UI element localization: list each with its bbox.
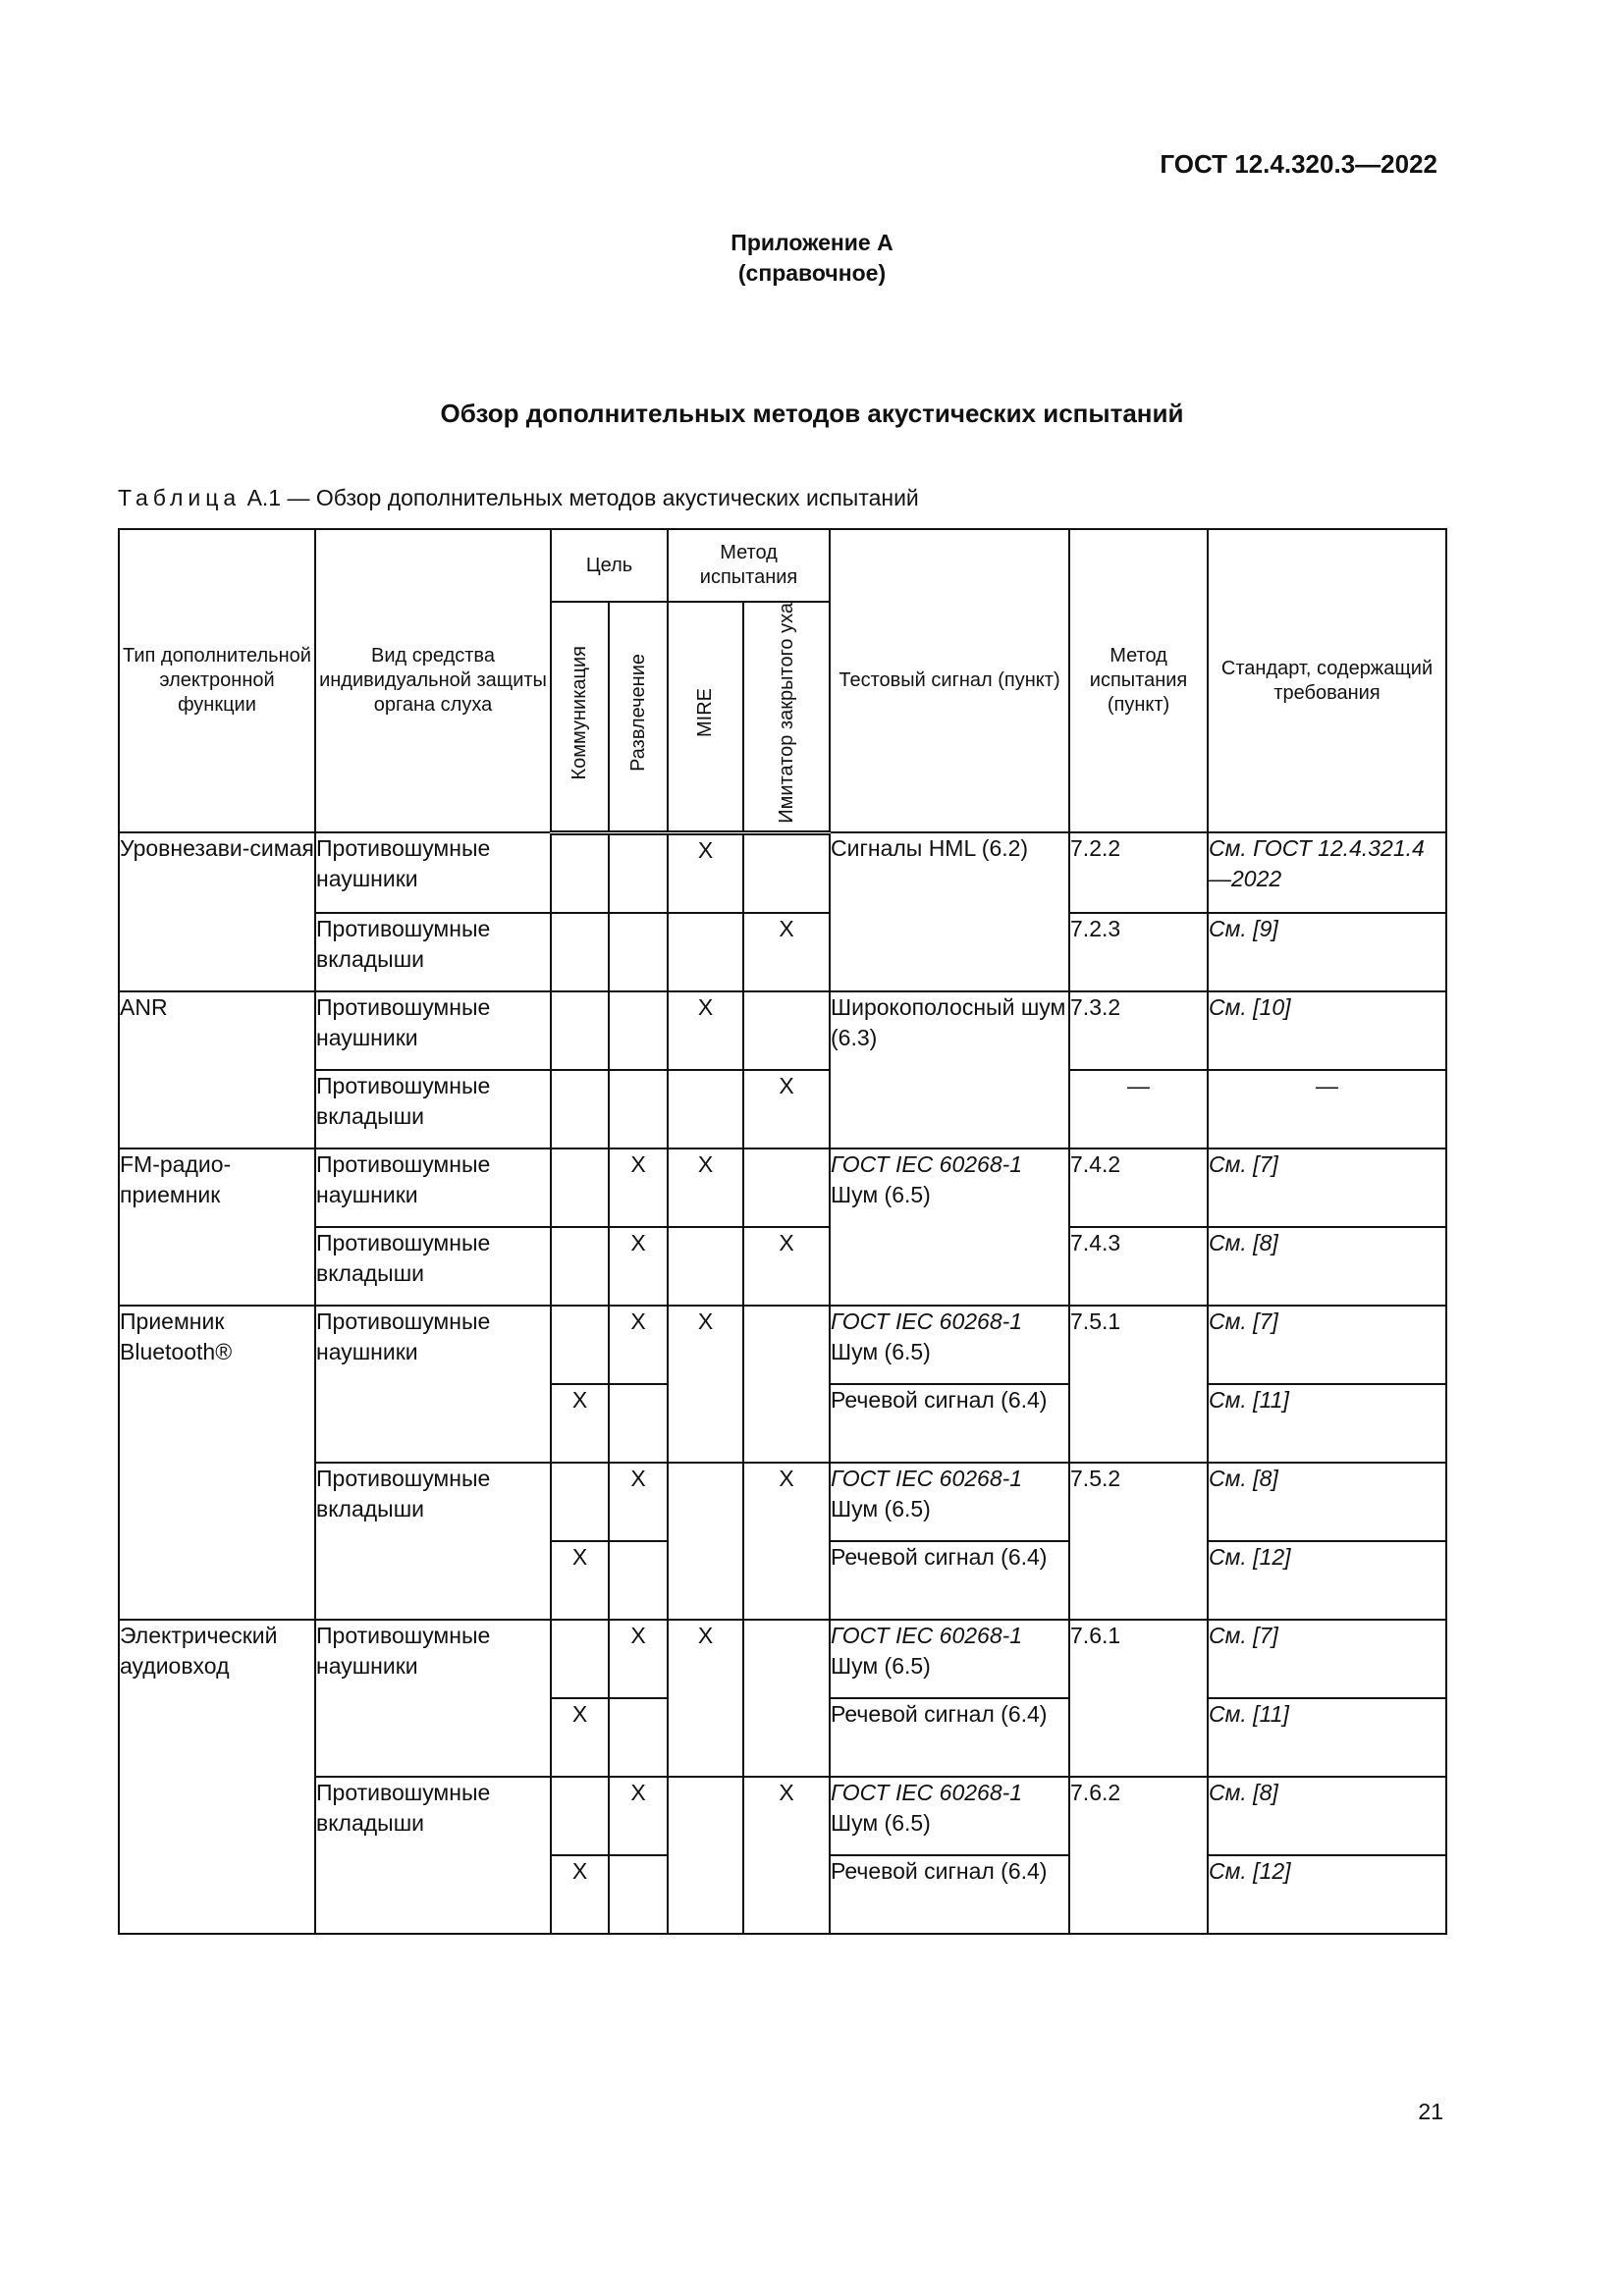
page-number: 21 bbox=[1418, 2099, 1443, 2124]
comm-cell: X bbox=[551, 1855, 609, 1934]
methods-table bbox=[118, 528, 1447, 1935]
col-header-type: Тип дополнительной электронной функции bbox=[119, 529, 315, 832]
comm-cell: X bbox=[551, 1384, 609, 1463]
signal-cell: Речевой сигнал (6.4) bbox=[830, 1384, 1069, 1463]
table-row bbox=[119, 1070, 1446, 1148]
table-row bbox=[119, 1463, 1446, 1541]
col-header-signal: Тестовый сигнал (пункт) bbox=[830, 529, 1069, 832]
col-header-device: Вид средства индивидуальной защиты органа слуха bbox=[315, 529, 551, 832]
signal-standard: ГОСТ IEC 60268-1 bbox=[831, 1779, 1023, 1805]
col-header-entertainment: Развлечение bbox=[609, 602, 668, 832]
comm-cell bbox=[551, 913, 609, 991]
method-cell: — bbox=[1069, 1070, 1208, 1148]
signal-standard: ГОСТ IEC 60268-1 bbox=[831, 1308, 1023, 1334]
device-cell: Противошумные наушники bbox=[315, 991, 551, 1070]
standard-cell: См. [8] bbox=[1208, 1777, 1446, 1855]
signal-cell: Сигналы HML (6.2) bbox=[830, 832, 1069, 991]
ear-cell: X bbox=[743, 1070, 830, 1148]
table-row bbox=[119, 1620, 1446, 1698]
signal-noise: Шум (6.5) bbox=[831, 1495, 931, 1522]
ent-cell: X bbox=[609, 1620, 668, 1698]
standard-cell: — bbox=[1208, 1070, 1446, 1148]
annex-heading bbox=[0, 228, 1624, 289]
signal-cell bbox=[830, 1620, 1069, 1698]
mire-cell: X bbox=[668, 1306, 743, 1463]
ear-cell: X bbox=[743, 913, 830, 991]
type-cell: Электрический аудиовход bbox=[119, 1620, 315, 1934]
annex-title: Приложение А bbox=[731, 230, 893, 255]
method-cell: 7.4.3 bbox=[1069, 1227, 1208, 1306]
comm-cell bbox=[551, 1070, 609, 1148]
standard-cell: См. [8] bbox=[1208, 1463, 1446, 1541]
signal-standard: ГОСТ IEC 60268-1 bbox=[831, 1465, 1023, 1491]
ent-cell bbox=[609, 1384, 668, 1463]
ear-cell bbox=[743, 991, 830, 1070]
device-cell: Противошумные вкладыши bbox=[315, 913, 551, 991]
signal-standard: ГОСТ IEC 60268-1 bbox=[831, 1622, 1023, 1648]
comm-cell bbox=[551, 1148, 609, 1227]
ent-cell bbox=[609, 1541, 668, 1620]
type-cell: ANR bbox=[119, 991, 315, 1148]
standard-cell: См. [7] bbox=[1208, 1306, 1446, 1384]
device-cell: Противошумные наушники bbox=[315, 832, 551, 913]
mire-cell: X bbox=[668, 1620, 743, 1777]
standard-cell: См. [11] bbox=[1208, 1384, 1446, 1463]
comm-cell bbox=[551, 1463, 609, 1541]
annex-subtitle: (справочное) bbox=[737, 260, 887, 286]
signal-cell: Речевой сигнал (6.4) bbox=[830, 1855, 1069, 1934]
mire-cell: X bbox=[668, 991, 743, 1070]
signal-cell: Широкополосный шум (6.3) bbox=[830, 991, 1069, 1148]
device-cell: Противошумные вкладыши bbox=[315, 1070, 551, 1148]
signal-cell: Речевой сигнал (6.4) bbox=[830, 1698, 1069, 1777]
ent-cell bbox=[609, 1070, 668, 1148]
device-cell: Противошумные наушники bbox=[315, 1620, 551, 1777]
mire-cell bbox=[668, 1777, 743, 1934]
mire-cell bbox=[668, 1070, 743, 1148]
method-cell: 7.6.2 bbox=[1069, 1777, 1208, 1934]
ent-cell bbox=[609, 913, 668, 991]
ent-cell: X bbox=[609, 1306, 668, 1384]
type-cell: Приемник Bluetooth® bbox=[119, 1306, 315, 1620]
col-header-communication: Коммуникация bbox=[551, 602, 609, 832]
ent-cell: X bbox=[609, 1463, 668, 1541]
ent-cell bbox=[609, 832, 668, 913]
signal-cell bbox=[830, 1148, 1069, 1306]
device-cell: Противошумные наушники bbox=[315, 1306, 551, 1463]
col-header-method: Метод испытания bbox=[668, 529, 830, 602]
ear-cell bbox=[743, 1306, 830, 1463]
ear-cell: X bbox=[743, 1227, 830, 1306]
signal-cell bbox=[830, 1777, 1069, 1855]
table-row bbox=[119, 832, 1446, 913]
comm-cell: X bbox=[551, 1541, 609, 1620]
signal-cell bbox=[830, 1463, 1069, 1541]
standard-cell: См. [11] bbox=[1208, 1698, 1446, 1777]
col-header-standard: Стандарт, содержащий требования bbox=[1208, 529, 1446, 832]
standard-cell: См. [8] bbox=[1208, 1227, 1446, 1306]
standard-cell: См. [9] bbox=[1208, 913, 1446, 991]
device-cell: Противошумные вкладыши bbox=[315, 1227, 551, 1306]
mire-cell bbox=[668, 1463, 743, 1620]
standard-cell: См. ГОСТ 12.4.321.4—2022 bbox=[1208, 832, 1446, 913]
caption-label: Таблица bbox=[118, 485, 242, 510]
comm-cell bbox=[551, 1227, 609, 1306]
mire-cell bbox=[668, 1227, 743, 1306]
ear-cell bbox=[743, 832, 830, 913]
comm-cell: X bbox=[551, 1698, 609, 1777]
method-cell: 7.5.2 bbox=[1069, 1463, 1208, 1620]
col-header-purpose: Цель bbox=[551, 529, 668, 602]
table-row bbox=[119, 1777, 1446, 1855]
ent-cell bbox=[609, 991, 668, 1070]
section-title: Обзор дополнительных методов акустических испытаний bbox=[440, 399, 1184, 428]
ear-cell: X bbox=[743, 1463, 830, 1620]
method-cell: 7.3.2 bbox=[1069, 991, 1208, 1070]
col-header-mire: MIRE bbox=[668, 602, 743, 832]
method-cell: 7.2.2 bbox=[1069, 832, 1208, 913]
comm-cell bbox=[551, 832, 609, 913]
table-row bbox=[119, 1148, 1446, 1227]
method-cell: 7.6.1 bbox=[1069, 1620, 1208, 1777]
ear-cell bbox=[743, 1620, 830, 1777]
comm-cell bbox=[551, 1620, 609, 1698]
device-cell: Противошумные вкладыши bbox=[315, 1777, 551, 1934]
standard-cell: См. [10] bbox=[1208, 991, 1446, 1070]
comm-cell bbox=[551, 1306, 609, 1384]
standard-cell: См. [12] bbox=[1208, 1541, 1446, 1620]
comm-cell bbox=[551, 991, 609, 1070]
mire-cell bbox=[668, 913, 743, 991]
document-code: ГОСТ 12.4.320.3—2022 bbox=[1160, 149, 1437, 179]
caption-text: А.1 — Обзор дополнительных методов акустических испытаний bbox=[246, 485, 919, 510]
ent-cell: X bbox=[609, 1777, 668, 1855]
table-row bbox=[119, 913, 1446, 991]
ent-cell bbox=[609, 1855, 668, 1934]
standard-cell: См. [7] bbox=[1208, 1620, 1446, 1698]
mire-cell: X bbox=[668, 832, 743, 913]
signal-cell: Речевой сигнал (6.4) bbox=[830, 1541, 1069, 1620]
table-row bbox=[119, 1227, 1446, 1306]
signal-noise: Шум (6.5) bbox=[831, 1652, 931, 1679]
signal-noise: Шум (6.5) bbox=[831, 1338, 931, 1364]
method-cell: 7.5.1 bbox=[1069, 1306, 1208, 1463]
device-cell: Противошумные вкладыши bbox=[315, 1463, 551, 1620]
ear-cell bbox=[743, 1148, 830, 1227]
method-cell: 7.4.2 bbox=[1069, 1148, 1208, 1227]
type-cell: FM-радио-приемник bbox=[119, 1148, 315, 1306]
ent-cell bbox=[609, 1698, 668, 1777]
ear-cell: X bbox=[743, 1777, 830, 1934]
signal-cell bbox=[830, 1306, 1069, 1384]
col-header-ear-simulator: Имитатор закрытого уха bbox=[743, 602, 830, 832]
device-cell: Противошумные наушники bbox=[315, 1148, 551, 1227]
method-cell: 7.2.3 bbox=[1069, 913, 1208, 991]
signal-noise: Шум (6.5) bbox=[831, 1809, 931, 1836]
mire-cell: X bbox=[668, 1148, 743, 1227]
ent-cell: X bbox=[609, 1227, 668, 1306]
comm-cell bbox=[551, 1777, 609, 1855]
table-row bbox=[119, 991, 1446, 1070]
col-header-test-method: Метод испытания (пункт) bbox=[1069, 529, 1208, 832]
standard-cell: См. [7] bbox=[1208, 1148, 1446, 1227]
type-cell: Уровнезави-симая bbox=[119, 832, 315, 991]
ent-cell: X bbox=[609, 1148, 668, 1227]
table-row bbox=[119, 1306, 1446, 1384]
signal-noise: Шум (6.5) bbox=[831, 1181, 931, 1207]
standard-cell: См. [12] bbox=[1208, 1855, 1446, 1934]
table-caption bbox=[118, 485, 919, 511]
signal-standard: ГОСТ IEC 60268-1 bbox=[831, 1150, 1023, 1177]
